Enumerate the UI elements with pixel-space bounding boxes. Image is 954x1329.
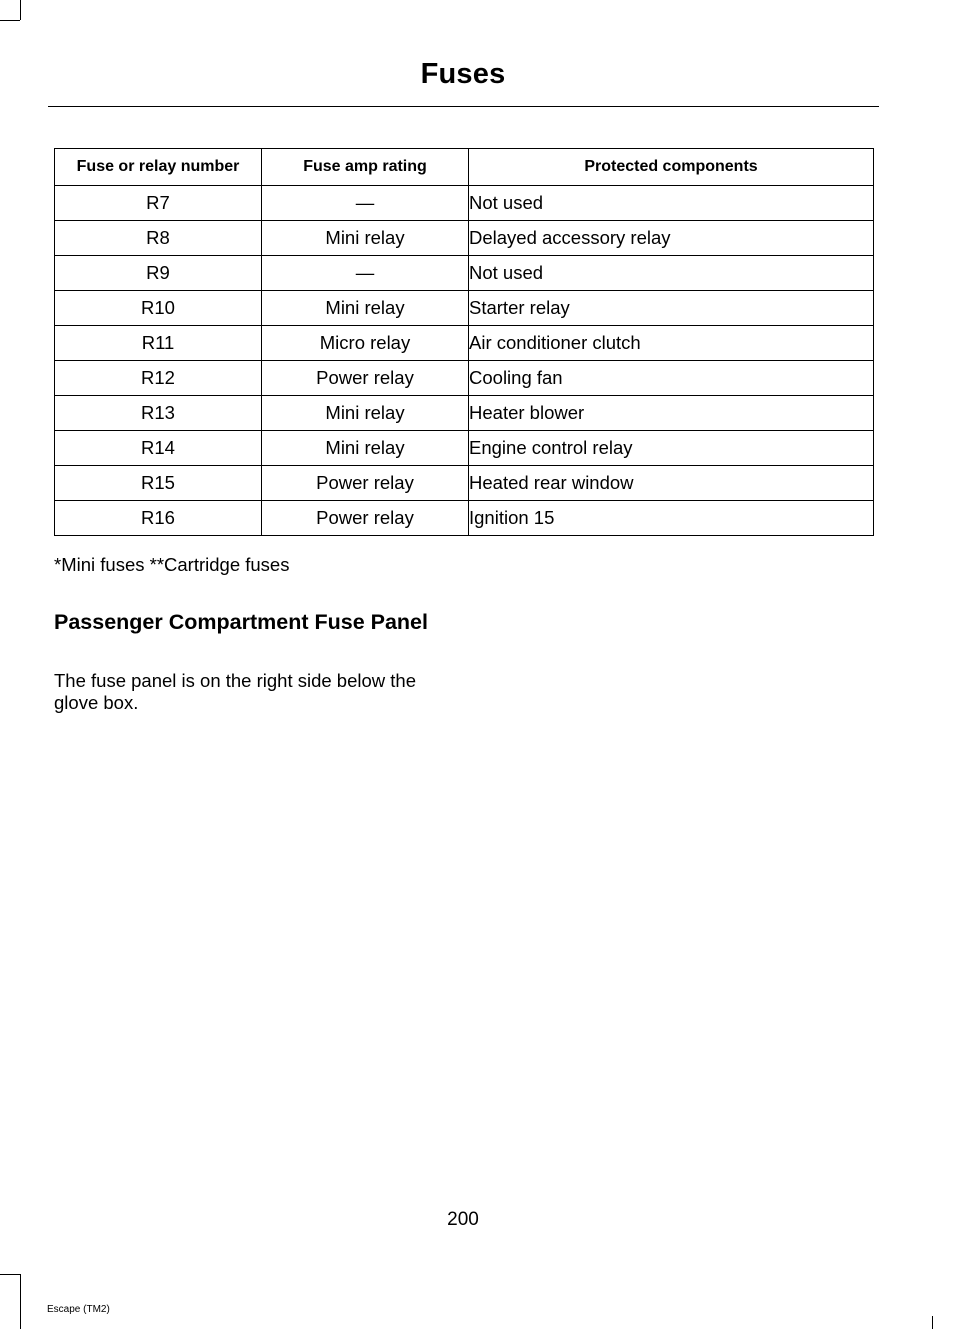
- fuse-number-cell: R15: [55, 466, 262, 501]
- column-header-fuse-number: Fuse or relay number: [55, 149, 262, 186]
- protected-component-cell: Ignition 15: [469, 501, 874, 536]
- table-row: [55, 501, 874, 536]
- table-row: [55, 291, 874, 326]
- protected-component-cell: Delayed accessory relay: [469, 221, 874, 256]
- amp-rating-cell: Power relay: [262, 501, 469, 536]
- fuse-table: [54, 148, 874, 536]
- table-row: [55, 466, 874, 501]
- protected-component-cell: Not used: [469, 186, 874, 221]
- table-row: [55, 361, 874, 396]
- fuse-number-cell: R16: [55, 501, 262, 536]
- table-row: [55, 256, 874, 291]
- section-heading: Passenger Compartment Fuse Panel: [54, 610, 428, 634]
- amp-rating-cell: —: [262, 256, 469, 291]
- fuse-number-cell: R12: [55, 361, 262, 396]
- fuse-number-cell: R14: [55, 431, 262, 466]
- fuse-number-cell: R10: [55, 291, 262, 326]
- amp-rating-cell: Mini relay: [262, 431, 469, 466]
- amp-rating-cell: Micro relay: [262, 326, 469, 361]
- amp-rating-cell: Mini relay: [262, 221, 469, 256]
- table-footnote: *Mini fuses **Cartridge fuses: [54, 554, 290, 575]
- table-row: [55, 326, 874, 361]
- table-row: [55, 186, 874, 221]
- crop-mark-top-left-horizontal: [0, 20, 20, 21]
- protected-component-cell: Air conditioner clutch: [469, 326, 874, 361]
- page-number: 200: [447, 1209, 479, 1230]
- fuse-number-cell: R7: [55, 186, 262, 221]
- section-body-text: The fuse panel is on the right side below the glove box.: [54, 670, 417, 713]
- fuse-number-cell: R8: [55, 221, 262, 256]
- fuse-number-cell: R13: [55, 396, 262, 431]
- column-header-protected-components: Protected components: [469, 149, 874, 186]
- protected-component-cell: Engine control relay: [469, 431, 874, 466]
- protected-component-cell: Heater blower: [469, 396, 874, 431]
- crop-mark-top-left-vertical: [20, 0, 21, 20]
- amp-rating-cell: Power relay: [262, 361, 469, 396]
- model-label: Escape (TM2): [47, 1304, 110, 1315]
- protected-component-cell: Cooling fan: [469, 361, 874, 396]
- page-title: Fuses: [420, 58, 506, 90]
- amp-rating-cell: Mini relay: [262, 396, 469, 431]
- protected-component-cell: Not used: [469, 256, 874, 291]
- table-row: [55, 221, 874, 256]
- crop-mark-bottom-right-tick: [932, 1316, 933, 1329]
- crop-mark-bottom-left-tick: [20, 1316, 21, 1329]
- amp-rating-cell: Power relay: [262, 466, 469, 501]
- amp-rating-cell: Mini relay: [262, 291, 469, 326]
- column-header-amp-rating: Fuse amp rating: [262, 149, 469, 186]
- table-row: [55, 396, 874, 431]
- table-row: [55, 431, 874, 466]
- protected-component-cell: Starter relay: [469, 291, 874, 326]
- table-header-row: [55, 149, 874, 186]
- amp-rating-cell: —: [262, 186, 469, 221]
- fuse-number-cell: R11: [55, 326, 262, 361]
- fuse-number-cell: R9: [55, 256, 262, 291]
- crop-mark-bottom-left-horizontal: [0, 1274, 20, 1275]
- title-divider: [48, 106, 879, 107]
- protected-component-cell: Heated rear window: [469, 466, 874, 501]
